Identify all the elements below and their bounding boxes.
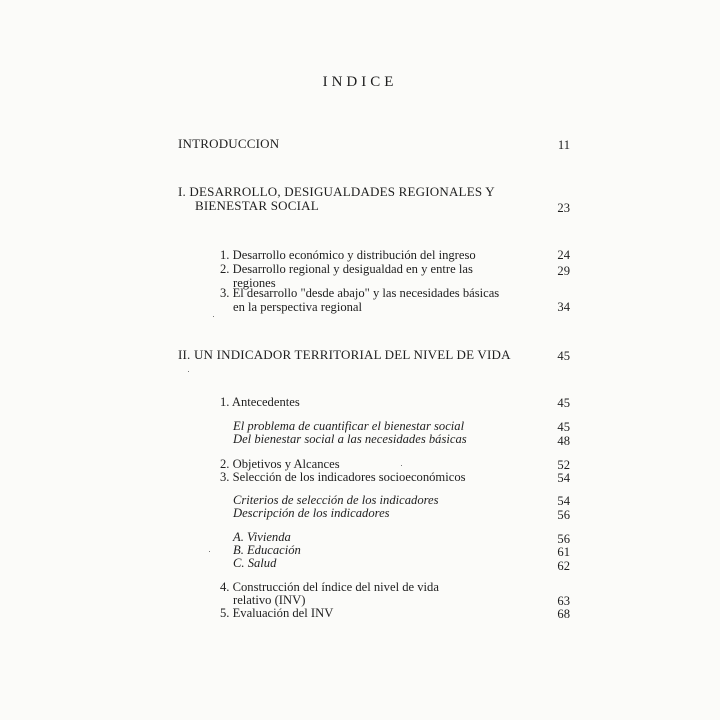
toc-entry-subsection: Criterios de selección de los indicadores xyxy=(233,493,439,507)
toc-page-number: 23 xyxy=(557,201,570,215)
toc-page-number: 61 xyxy=(557,545,570,559)
scan-speck xyxy=(401,465,402,466)
scan-speck xyxy=(213,316,214,317)
toc-entry-subsection: El problema de cuantificar el bienestar social xyxy=(233,419,465,433)
scan-speck xyxy=(188,371,189,372)
toc-page-number: 63 xyxy=(557,594,570,608)
toc-entry-subsection: Descripción de los indicadores xyxy=(233,506,390,520)
toc-page-number: 54 xyxy=(557,471,570,485)
toc-page-number: 29 xyxy=(557,264,570,278)
toc-entry-section: 4. Construcción del índice del nivel de vida xyxy=(220,580,439,594)
toc-page-number: 56 xyxy=(557,508,570,522)
toc-page-number: 11 xyxy=(557,138,570,152)
toc-page-number: 34 xyxy=(557,300,570,314)
toc-entry-item: C. Salud xyxy=(233,556,277,570)
toc-page-number: 68 xyxy=(557,607,570,621)
toc-entry-item: A. Vivienda xyxy=(233,530,291,544)
toc-entry-item: B. Educación xyxy=(233,543,301,557)
toc-page-number: 52 xyxy=(557,458,570,472)
toc-entry-section-line2: regiones xyxy=(233,276,276,290)
toc-page-number: 62 xyxy=(557,559,570,573)
toc-entry-section: 3. El desarrollo "desde abajo" y las necesidades básicas xyxy=(220,286,500,300)
toc-entry-subsection: Del bienestar social a las necesidades básicas xyxy=(233,432,467,446)
toc-entry-section-line2: en la perspectiva regional xyxy=(233,300,363,314)
toc-entry-section: 2. Desarrollo regional y desigualdad en y entre las xyxy=(220,262,473,276)
toc-entry-chapter-1-line2: BIENESTAR SOCIAL xyxy=(195,198,319,213)
toc-entry-section: 2. Objetivos y Alcances xyxy=(220,457,340,471)
toc-entry-introduccion: INTRODUCCION xyxy=(178,136,280,151)
toc-page-number: 48 xyxy=(557,434,570,448)
toc-page-number: 54 xyxy=(557,494,570,508)
toc-page-number: 45 xyxy=(557,349,570,363)
toc-entry-section: 3. Selección de los indicadores socioeconómicos xyxy=(220,470,466,484)
scan-speck xyxy=(209,551,210,552)
toc-entry-section: 1. Antecedentes xyxy=(220,395,300,409)
toc-page-number: 45 xyxy=(557,396,570,410)
toc-page-number: 45 xyxy=(557,420,570,434)
toc-page-number: 24 xyxy=(557,248,570,262)
toc-entry-chapter-1: I. DESARROLLO, DESIGUALDADES REGIONALES Y xyxy=(178,184,495,199)
toc-entry-section: 1. Desarrollo económico y distribución del ingreso xyxy=(220,248,476,262)
toc-entry-chapter-2: II. UN INDICADOR TERRITORIAL DEL NIVEL DE VIDA xyxy=(178,347,511,362)
toc-page-number: 56 xyxy=(557,532,570,546)
page-title: INDICE xyxy=(322,74,398,90)
toc-entry-section-line2: relativo (INV) xyxy=(233,593,306,607)
toc-entry-section: 5. Evaluación del INV xyxy=(220,606,334,620)
